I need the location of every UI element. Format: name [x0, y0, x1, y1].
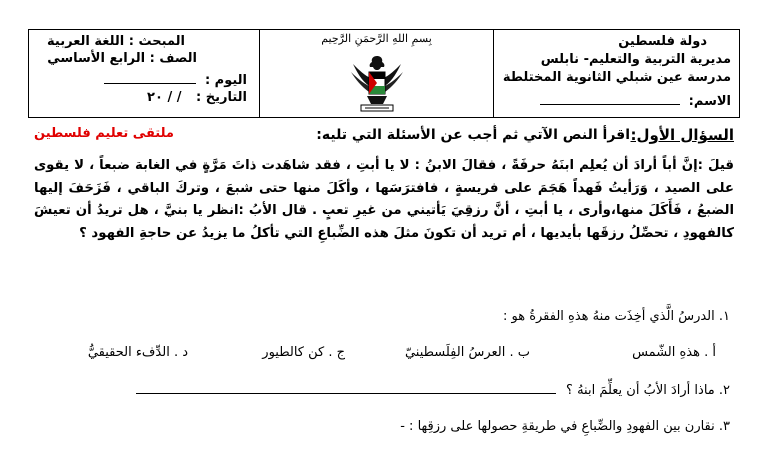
- header-school-info: [493, 30, 739, 117]
- question-1: ١. الدرسُ الَّذي أخِذَت منهُ هذهِ الفقرةُ هو :: [502, 309, 730, 324]
- option-a[interactable]: أ . هذهِ الشّمس: [632, 345, 716, 360]
- question-one-header: [34, 126, 734, 150]
- question-3: ٣. نقارن بين الفهودِ والضِّباعِ في طريقةِ حصولها على رزقِها : -: [400, 419, 730, 434]
- name-line: [540, 92, 680, 105]
- student-name-field[interactable]: [540, 92, 731, 109]
- header-box: [28, 29, 740, 118]
- date-label: التاريخ :: [196, 90, 247, 105]
- site-watermark: ملتقى تعليم فلسطين: [34, 126, 174, 141]
- name-label: الاسم:: [688, 94, 731, 109]
- day-label: اليوم :: [204, 73, 247, 88]
- date-value: / / ٢٠: [147, 90, 182, 105]
- country-name: دولة فلسطين: [618, 34, 707, 49]
- day-line: [104, 71, 196, 84]
- question-2: [136, 383, 730, 398]
- subject: المبحث : اللغة العربية: [47, 34, 185, 49]
- date-field[interactable]: [147, 90, 247, 105]
- header-exam-info: [29, 30, 259, 117]
- basmala: بِسمِ اللهِ الرَّحمَنِ الرَّحِيم: [321, 32, 432, 45]
- reading-passage: قيلَ :إنَّ أباً أرادَ أن يُعلِم ابنَهُ حرفَةً ، فقالَ الابنُ : لا يا أبتِ ، فقد شاهَدت ذاتَ مَرَّةٍ في الغابة ضبعاً ، لا يقوى على الصيد ، وَرَأيتُ فَهداً هَجَمَ على فريسةٍ ، فافترَسَها ، وأكَلَ منها حتى شبعَ ، وتركَ الباقي ، فَزَحَفَ إليها الضبعُ ، فَأَكَلَ منها،وأرى ، يا أبتِ ، أنَّ رزقِيَ يَأتيني من غيرِ تعبٍ . قال الأبُ :انظر يا بنيَّ ، هل تريدُ أن تعيشَ كالفهودِ ، تحصِّلُ رزقَها بأيديها ، أم تريد أن تكونَ مثلَ هذه الضِّباعِ التي تأكلُ ما يزيدُ عن حاجةِ الفهود ؟: [34, 158, 734, 241]
- option-c[interactable]: ج . كن كالطيور: [262, 345, 345, 360]
- question-instruction: اقرأ النص الآتي ثم أجب عن الأسئلة التي تليه:: [316, 127, 630, 143]
- question-title: السؤال الأول:: [630, 126, 734, 144]
- directorate-name: مديرية التربية والتعليم- نابلس: [540, 52, 731, 67]
- option-b[interactable]: ب . العرسُ الفِلَسطينيّ: [404, 345, 530, 360]
- palestine-eagle-emblem-icon: [349, 52, 405, 114]
- grade: الصف : الرابع الأساسي: [47, 51, 197, 66]
- school-name: مدرسة عين شبلي الثانوية المختلطة: [502, 70, 731, 85]
- day-field[interactable]: [104, 71, 247, 88]
- header-emblem-cell: [259, 30, 493, 117]
- question-2-text: ٢. ماذا أرادَ الأبُ أن يعلِّمَ ابنهُ ؟: [566, 383, 730, 398]
- option-d[interactable]: د . الدِّفء الحقيقيُّ: [87, 345, 188, 360]
- answer-line[interactable]: [136, 383, 556, 394]
